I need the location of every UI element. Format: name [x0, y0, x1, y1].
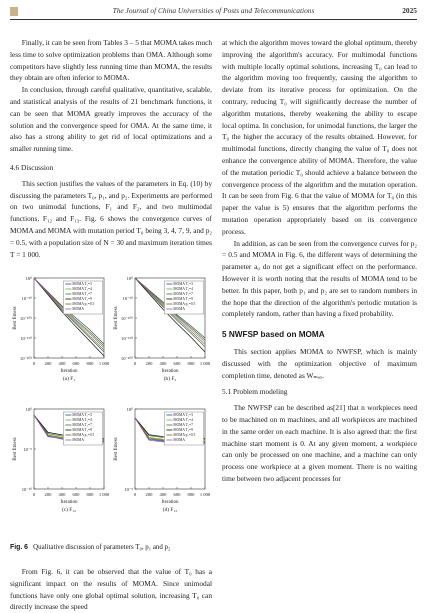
legend-entry: MOMA T₀=3 — [72, 282, 92, 286]
y-tick-label: 10⁰ — [25, 276, 32, 281]
x-tick-label: 400 — [58, 361, 66, 366]
x-tick-label: 200 — [44, 492, 52, 497]
running-header — [10, 6, 417, 20]
x-tick-label: 600 — [173, 361, 181, 366]
legend-entry: MOMA T₀=7 — [72, 292, 92, 296]
figure-6 — [10, 272, 212, 534]
x-tick-label: 800 — [86, 361, 94, 366]
legend-entry: MOMA p₂=0.5 — [173, 433, 196, 437]
legend-entry: MOMA — [173, 438, 185, 442]
x-tick-label: 800 — [86, 492, 94, 497]
legend-entry: MOMA T₀=7 — [72, 423, 92, 427]
x-tick-label: 1 000 — [98, 492, 110, 497]
subfigure-label: (c) F₁₂ — [61, 507, 77, 513]
x-tick-label: 400 — [58, 492, 66, 497]
y-tick-label: 10⁰ — [25, 407, 32, 412]
y-tick-label: 10⁻⁵⁰ — [122, 296, 133, 301]
header-rule — [10, 19, 417, 20]
y-tick-label: 10⁻⁵ — [23, 447, 32, 452]
paragraph: The NWFSP can be described as[21] that n workpieces need to be machined on m machines, and all workpieces are machined in the same order on each machine. It is also agreed that: the first machine start moment is 0. At any given moment, a workpiece can only be processed on one machine, and a machine can only process one workpiece at a given moment. There is no waiting time between two adjacent processes for — [222, 403, 417, 483]
x-tick-label: 200 — [44, 361, 52, 366]
x-tick-label: 600 — [72, 361, 80, 366]
section-heading-5-1: 5.1 Problem modeling — [222, 387, 288, 397]
x-axis-label: Iteration — [60, 500, 78, 505]
x-tick-label: 600 — [72, 492, 80, 497]
x-tick-label: 200 — [145, 361, 153, 366]
legend-entry: MOMA T₀=9 — [173, 428, 193, 432]
x-tick-label: 200 — [145, 492, 153, 497]
legend-entry: MOMA T₀=9 — [72, 428, 92, 432]
x-axis-label: Iteration — [161, 500, 179, 505]
paragraph: From Fig. 6, it can be observed that the value of T₀ has a significant impact on the results of MOMA. Since unimodal functions have only one global optimal solution, increasing T₀ can directly increase the speed — [10, 567, 212, 612]
legend-entry: MOMA T₀=3 — [173, 282, 193, 286]
legend-entry: MOMA p₂=0.5 — [72, 302, 95, 306]
x-tick-label: 0 — [32, 492, 36, 497]
legend-entry: MOMA T₀=7 — [173, 423, 193, 427]
paragraph: This section applies MOMA to NWFSP, which is mainly discussed with the optimization objective of maximum completion time, denoted as Wₘₐₓ. — [222, 346, 417, 380]
y-axis-label: Best fitness — [114, 437, 119, 461]
y-tick-label: 10⁻²⁰⁰ — [120, 356, 133, 361]
legend-entry: MOMA T₀=7 — [173, 292, 193, 296]
y-tick-label: 10⁻¹⁵⁰ — [121, 336, 133, 341]
section-heading-4-6: 4.6 Discussion — [10, 162, 54, 172]
legend-entry: MOMA T₀=3 — [173, 413, 193, 417]
y-tick-label: 10⁻¹⁰ — [21, 487, 32, 492]
x-tick-label: 0 — [32, 361, 36, 366]
legend-entry: MOMA T₀=3 — [72, 413, 92, 417]
section-heading-5: 5 NWFSP based on MOMA — [222, 330, 325, 340]
paragraph: Finally, it can be seen from Tables 3 – 5 that MOMA takes much less time to solve optimization problems than OMA. Although some competitors have slightly less running time than MOMA, the results they obtain are often inferior to MOMA. — [10, 38, 212, 83]
legend-entry: MOMA T₀=4 — [72, 418, 92, 422]
legend-entry: MOMA T₀=9 — [173, 297, 193, 301]
subfigure-label: (b) F₂ — [163, 376, 177, 382]
x-tick-label: 0 — [133, 492, 137, 497]
legend-entry: MOMA — [72, 307, 84, 311]
legend-entry: MOMA T₀=4 — [173, 287, 193, 291]
legend-entry: MOMA — [72, 438, 84, 442]
left-column-bottom — [10, 566, 212, 613]
y-tick-label: 10⁻¹⁰⁰ — [19, 316, 32, 321]
journal-title: The Journal of China Universities of Posts and Telecommunications — [112, 6, 315, 15]
y-axis-label: Best fitness — [114, 306, 119, 330]
x-axis-label: Iteration — [60, 369, 78, 374]
y-tick-label: 10⁻⁵⁰ — [21, 296, 32, 301]
paragraph: In addition, as can be seen from the convergence curves for p₂ = 0.5 and MOMA in Fig. 6, the different ways of determining the parameter a₀ do not get a significant effect on the performance. However it is worth noting that the results of MOMA tend to be better. In this paper, both p₁ and p₂ are set to random numbers in the hope that the direction of the algorithm's periodic mutation is completely random, rather than having a fixed probability. — [222, 238, 417, 319]
legend-entry: MOMA T₀=9 — [72, 297, 92, 301]
y-tick-label: 10⁻²⁰⁰ — [19, 356, 32, 361]
x-tick-label: 400 — [159, 361, 167, 366]
y-tick-label: 10⁰ — [126, 407, 133, 412]
subfigure-label: (a) F₁ — [62, 376, 76, 382]
x-tick-label: 400 — [159, 492, 167, 497]
legend-entry: MOMA p₂=0.5 — [173, 302, 196, 306]
legend-entry: MOMA T₀=4 — [173, 418, 193, 422]
figure-caption — [10, 543, 212, 552]
x-tick-label: 0 — [133, 361, 137, 366]
y-tick-label: 10⁻⁵ — [124, 487, 133, 492]
x-tick-label: 1 000 — [98, 361, 110, 366]
legend-entry: MOMA T₀=4 — [72, 287, 92, 291]
legend-entry: MOMA p₂=0.5 — [72, 433, 95, 437]
x-tick-label: 800 — [187, 492, 195, 497]
x-tick-label: 1 000 — [199, 361, 211, 366]
x-tick-label: 600 — [173, 492, 181, 497]
figure-label: Fig. 6 — [10, 544, 28, 551]
x-tick-label: 800 — [187, 361, 195, 366]
y-tick-label: 10⁻¹⁵⁰ — [20, 336, 32, 341]
x-tick-label: 1 000 — [199, 492, 211, 497]
y-tick-label: 10⁰ — [126, 276, 133, 281]
y-axis-label: Best fitness — [13, 437, 18, 461]
subfigure-label: (d) F₁₃ — [162, 507, 178, 513]
paragraph: In conclusion, through careful qualitative, quantitative, scalable, and statistical analysis of the results of 21 benchmark functions, it can be seen that MOMA greatly improves the accuracy of the solution and the convergence speed for OMA. At the same time, it also has a strong ability to get rid of local optimizations and a smaller running time. — [10, 85, 212, 154]
page-number: 2025 — [402, 6, 417, 15]
paragraph: This section justifies the values of the parameters in Eq. (10) by discussing the parameters T₀, p₁, and p₂. Experiments are performed on two unimodal functions, F₁ and F₂, and two multimodal functions, F₁₂ and F₁₃. Fig. 6 shows the convergence curves of MOMA and MOMA with mutation period T₀ being 3, 4, 7, 9, and p₂ = 0.5, with a population size of N = 30 and maximum iteration times T = 1 000. — [10, 178, 212, 259]
figure-caption-text: Qualitative discussion of parameters T₀, p₁ and p₂ — [33, 544, 171, 551]
paragraph: at which the algorithm moves toward the global optimum, thereby improving the algorithm's accuracy. For multimodal functions with multiple locally optimal solutions, increasing T₀ can lead to the algorithm moving too frequently, causing the algorithm to deviate from its iterative process for optimization. On the contrary, reducing T₀ will significantly decrease the number of algorithm mutations, thereby weakening the ability to escape local optima. In conclusion, for unimodal functions, the larger the T₀ the higher the accuracy of the results obtained. However, for multimodal functions, directly changing the value of T₀ does not enhance the convergence ability of MOMA. Therefore, the value of the mutation periodic T₀ should achieve a balance between the convergence process of the algorithm and the mutation operation. It can be seen from Fig. 6 that the value of MOMA for T₀ (in this paper the value is 5) ensures that the algorithm performs the mutation operation appropriately based on its convergence process. — [222, 38, 417, 236]
x-axis-label: Iteration — [161, 369, 179, 374]
legend-entry: MOMA — [173, 307, 185, 311]
y-tick-label: 10⁻¹⁰⁰ — [120, 316, 133, 321]
left-column-top — [10, 37, 212, 260]
right-column — [222, 37, 417, 485]
y-axis-label: Best fitness — [13, 306, 18, 330]
